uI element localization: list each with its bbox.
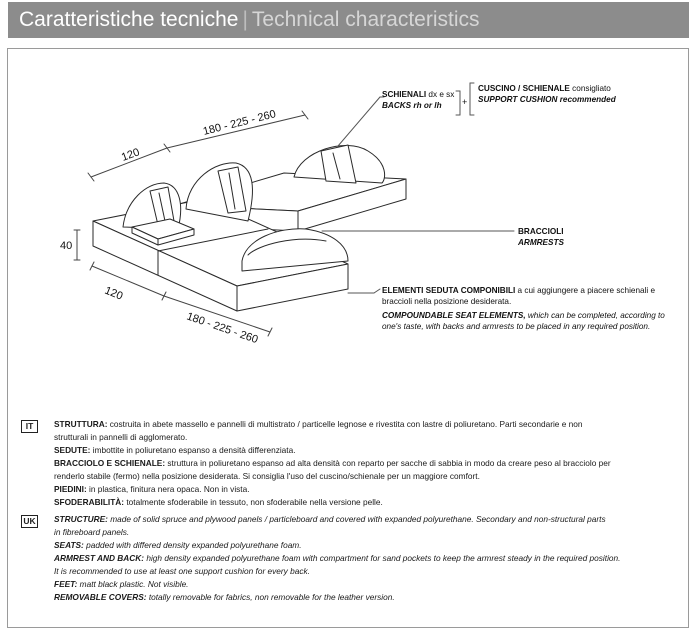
- uk-language-badge: UK: [21, 515, 38, 528]
- callout-seat-it-label: ELEMENTI SEDUTA COMPONIBILI: [382, 286, 516, 295]
- callout-seat-elements: [382, 285, 665, 332]
- it-armrest-text-1: struttura in poliuretano espanso ad alta densità con reparto per sacche di sabbia in modo da creare peso al bracciolo per: [165, 458, 611, 468]
- callout-armrests-it: BRACCIOLI: [518, 227, 564, 236]
- it-armrest-line-2: renderlo stabile (fermo) nella posizione desiderata. Si consiglia l'uso del cuscino/schienale per un maggiore comfort.: [54, 471, 480, 481]
- callout-backs-it-label: SCHIENALI: [382, 90, 427, 99]
- uk-covers-text: totally removable for fabrics, non removable for the leather version.: [146, 592, 395, 602]
- uk-seats-label: SEATS:: [54, 540, 84, 550]
- dim-top-width-label: 180 - 225 - 260: [201, 108, 278, 138]
- callout-backs: [382, 89, 454, 111]
- dim-height-line: [74, 230, 80, 260]
- header-separator: |: [242, 8, 248, 31]
- callout-plus-sign: +: [462, 97, 468, 107]
- uk-armrest-line-2: It is recommended to use at least one support cushion for every back.: [54, 566, 310, 576]
- uk-covers-line: [54, 591, 395, 604]
- header-title-it: Caratteristiche tecniche: [19, 8, 239, 31]
- it-structure-line-2: strutturali in pannelli di agglomerato.: [54, 432, 188, 442]
- dim-bottom-width-label: 180 - 225 - 260: [185, 310, 260, 347]
- callout-armrests-en: ARMRESTS: [518, 238, 564, 247]
- uk-seats-line: [54, 539, 302, 552]
- it-armrest-line-1: [54, 457, 611, 470]
- it-covers-label: SFODERABILITÀ:: [54, 497, 125, 507]
- callout-seat-it-text1: a cui aggiungere a piacere schienali e: [515, 286, 656, 295]
- it-structure-text-1: costruita in abete massello e pannelli di multistrato / particelle legnose e rivestita con lastre di poliuretano. Parti secondarie e non: [107, 419, 583, 429]
- uk-structure-label: STRUCTURE:: [54, 514, 108, 524]
- callout-armrests: [518, 226, 564, 248]
- callout-cushion: [478, 83, 616, 105]
- it-feet-line: [54, 483, 250, 496]
- callout-seat-en-label: COMPOUNDABLE SEAT ELEMENTS,: [382, 311, 526, 320]
- uk-structure-text-1: made of solid spruce and plywood panels / particleboard and covered with expanded polyurethane. Secondary and non-structural parts: [107, 514, 606, 524]
- it-armrest-label: BRACCIOLO E SCHIENALE:: [54, 458, 166, 468]
- uk-feet-label: FEET:: [54, 579, 78, 589]
- it-feet-label: PIEDINI:: [54, 484, 87, 494]
- it-language-badge: IT: [21, 420, 38, 433]
- callout-seat-en-text2: one's taste, with backs and armrests to be placed in any required position.: [382, 322, 651, 331]
- it-feet-text: in plastica, finitura nera opaca. Non in vista.: [86, 484, 250, 494]
- page-header: [8, 2, 689, 38]
- uk-structure-line-2: in fibreboard panels.: [54, 527, 130, 537]
- uk-armrest-label: ARMREST AND BACK:: [54, 553, 145, 563]
- dim-top-depth-label: 120: [119, 146, 142, 164]
- uk-armrest-line-1: [54, 552, 620, 565]
- callout-seat-en-text1: which can be completed, according to: [525, 311, 665, 320]
- uk-feet-line: [54, 578, 188, 591]
- it-seats-text: imbottite in poliuretano espanso a densità differenziata.: [90, 445, 296, 455]
- dim-top-lines: [88, 111, 308, 181]
- it-structure-line-1: [54, 418, 583, 431]
- it-seats-label: SEDUTE:: [54, 445, 91, 455]
- dim-bottom-depth-label: 120: [102, 284, 125, 303]
- uk-seats-text: padded with differed density expanded polyurethane foam.: [83, 540, 302, 550]
- it-covers-line: [54, 496, 383, 509]
- it-covers-text: totalmente sfoderabile in tessuto, non sfoderabile nella versione pelle.: [124, 497, 383, 507]
- back-cushion-rear: [294, 145, 385, 183]
- callout-backs-it-value: dx e sx: [426, 90, 455, 99]
- it-seats-line: [54, 444, 296, 457]
- callout-cushion-it-value: consigliato: [569, 84, 611, 93]
- uk-armrest-text-1: high density expanded polyurethane foam with compartment for sand pockets to keep the armrest steady in the required position.: [144, 553, 621, 563]
- callout-cushion-it-label: CUSCINO / SCHIENALE: [478, 84, 570, 93]
- uk-feet-text: matt black plastic. Not visible.: [77, 579, 189, 589]
- callout-cushion-en: SUPPORT CUSHION recommended: [478, 95, 616, 104]
- uk-covers-label: REMOVABLE COVERS:: [54, 592, 147, 602]
- callout-seat-it-text2: braccioli nella posizione desiderata.: [382, 297, 512, 306]
- uk-structure-line-1: [54, 513, 606, 526]
- header-title-en: Technical characteristics: [251, 8, 480, 31]
- it-structure-label: STRUTTURA:: [54, 419, 108, 429]
- callout-backs-en: BACKS rh or lh: [382, 101, 442, 110]
- dim-height-label: 40: [60, 240, 73, 252]
